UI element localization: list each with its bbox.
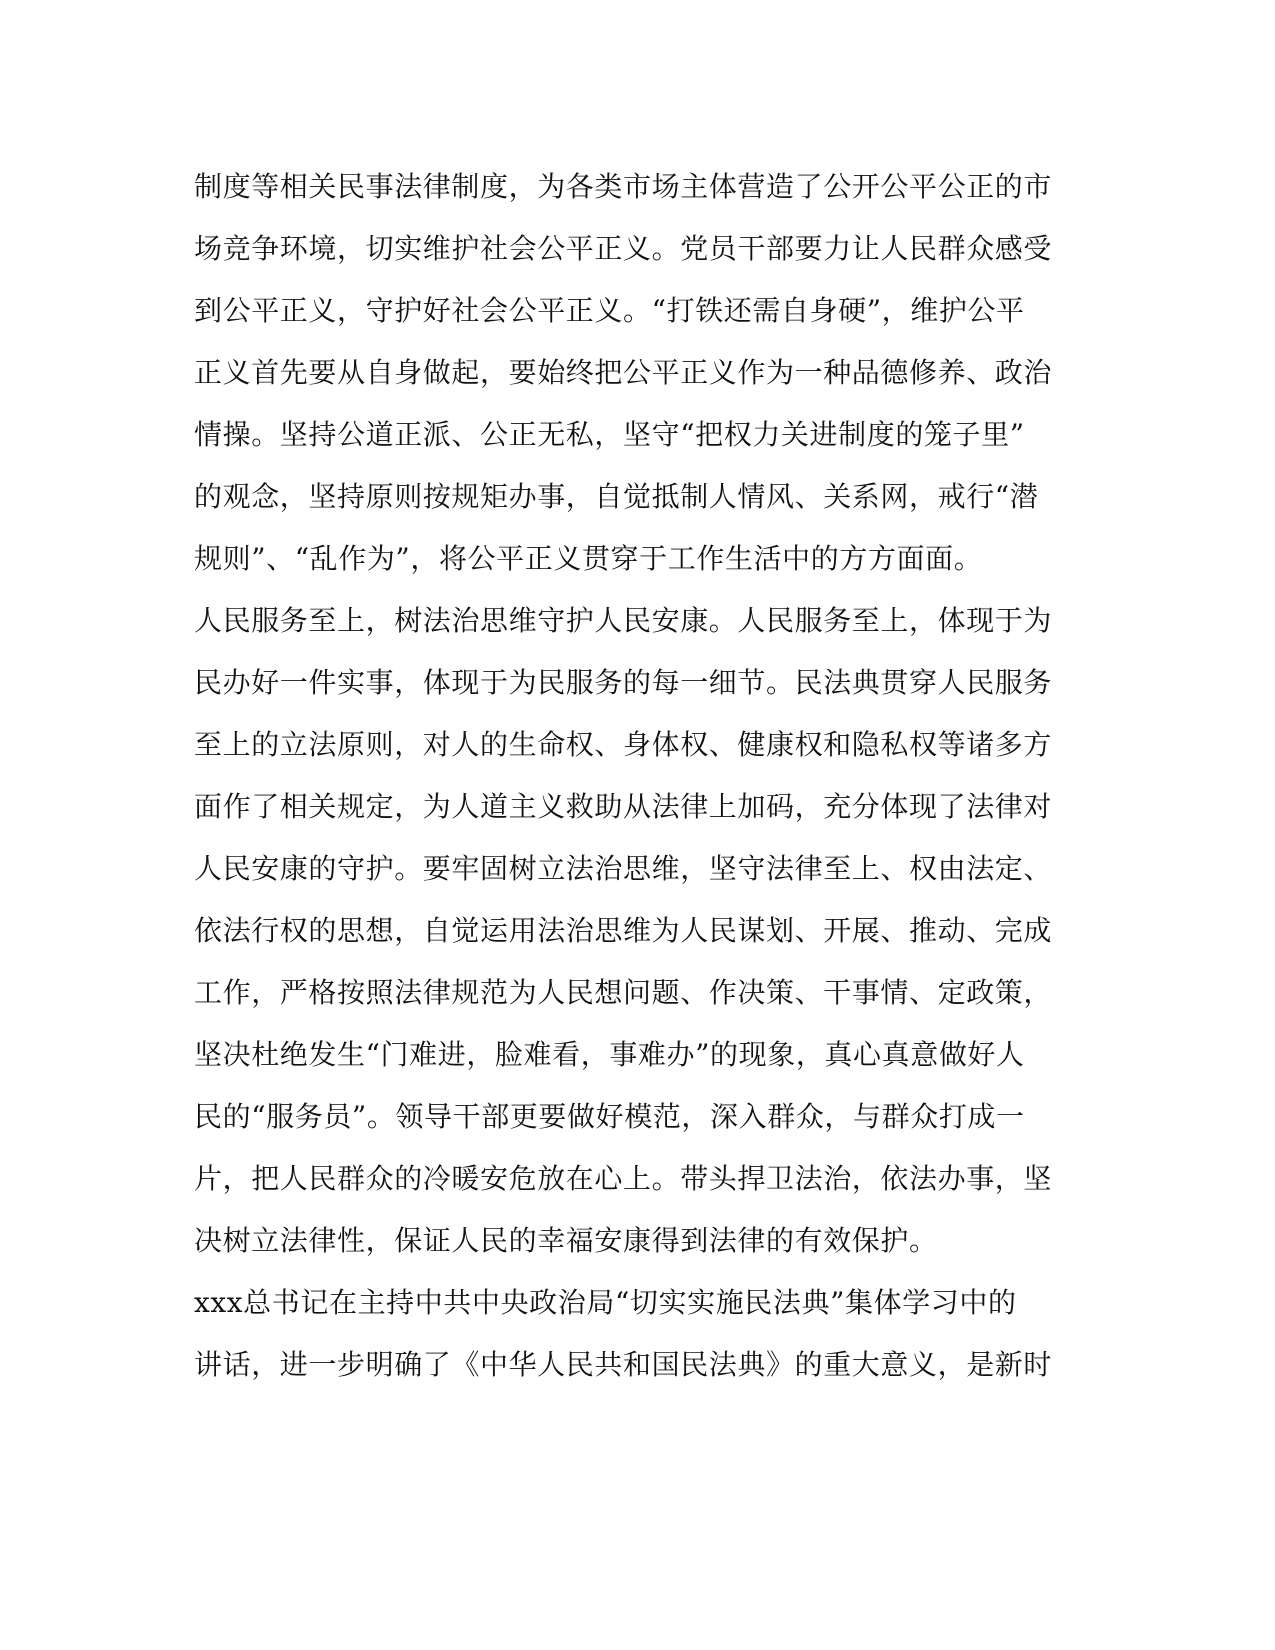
text-line: 至上的立法原则，对人的生命权、身体权、健康权和隐私权等诸多方 <box>194 728 1053 761</box>
text-line: 依法行权的思想，自觉运用法治思维为人民谋划、开展、推动、完成 <box>194 914 1053 947</box>
text-line: 规则”、“乱作为”，将公平正义贯穿于工作生活中的方方面面。 <box>194 542 983 575</box>
text-line: 场竞争环境，切实维护社会公平正义。党员干部要力让人民群众感受 <box>194 232 1053 265</box>
text-line: 片，把人民群众的冷暖安危放在心上。带头捍卫法治，依法办事，坚 <box>194 1162 1053 1195</box>
text-line: 工作，严格按照法律规范为人民想问题、作决策、干事情、定政策， <box>194 976 1053 1009</box>
text-line: 的观念，坚持原则按规矩办事，自觉抵制人情风、关系网，戒行“潜 <box>194 480 1039 513</box>
text-line: 民办好一件实事，体现于为民服务的每一细节。民法典贯穿人民服务 <box>194 666 1053 699</box>
body-text <box>194 156 1074 1396</box>
text-line: 人民安康的守护。要牢固树立法治思维，坚守法律至上、权由法定、 <box>194 852 1053 885</box>
text-line: 情操。坚持公道正派、公正无私，坚守“把权力关进制度的笼子里” <box>194 418 1025 451</box>
text-line: 讲话，进一步明确了《中华人民共和国民法典》的重大意义，是新时 <box>194 1348 1053 1381</box>
text-line: 正义首先要从自身做起，要始终把公平正义作为一种品德修养、政治 <box>194 356 1053 389</box>
text-line: 面作了相关规定，为人道主义救助从法律上加码，充分体现了法律对 <box>194 790 1053 823</box>
text-line: 民的“服务员”。领导干部更要做好模范，深入群众，与群众打成一 <box>194 1100 1025 1133</box>
text-line: xxx总书记在主持中共中央政治局“切实实施民法典”集体学习中的 <box>194 1286 1017 1319</box>
text-line: 决树立法律性，保证人民的幸福安康得到法律的有效保护。 <box>194 1224 938 1257</box>
text-line: 制度等相关民事法律制度，为各类市场主体营造了公开公平公正的市 <box>194 170 1053 203</box>
text-line: 到公平正义，守护好社会公平正义。“打铁还需自身硬”，维护公平 <box>194 294 1025 327</box>
text-line: 坚决杜绝发生“门难进，脸难看，事难办”的现象，真心真意做好人 <box>194 1038 1025 1071</box>
text-line: 人民服务至上，树法治思维守护人民安康。人民服务至上，体现于为 <box>194 604 1053 637</box>
